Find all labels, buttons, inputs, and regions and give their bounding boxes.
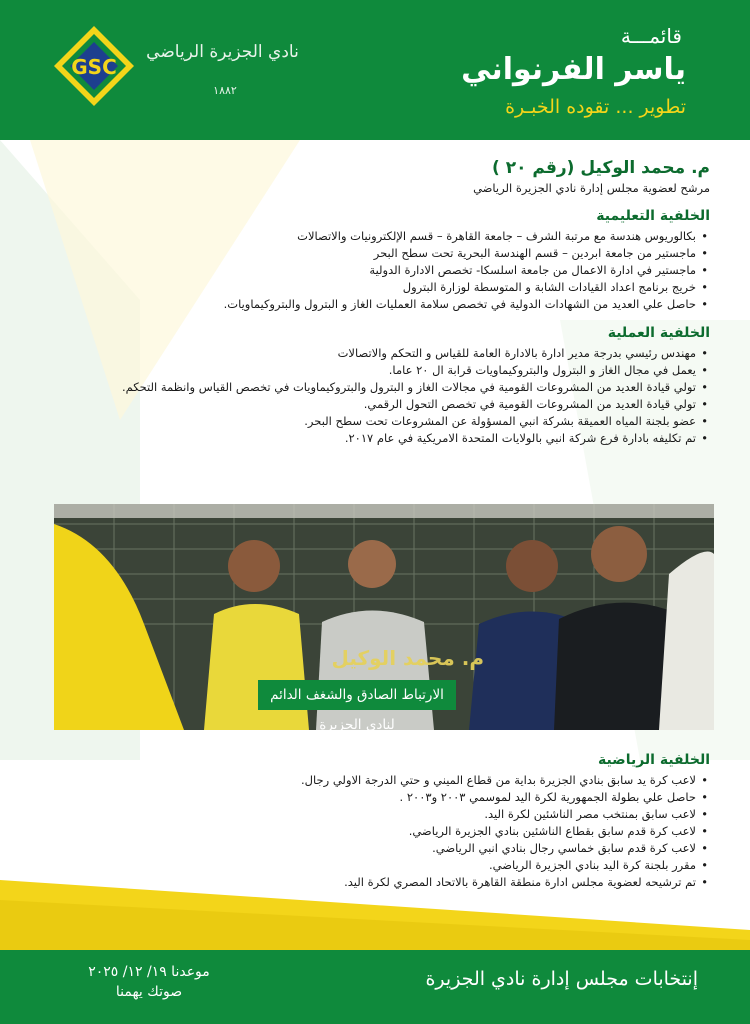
election-date: موعدنا ١٩/ ١٢/ ٢٠٢٥ <box>88 964 210 980</box>
sports-section <box>50 744 710 891</box>
sports-title: الخلفية الرياضية <box>597 752 710 768</box>
list-item: • تم ترشيحه لعضوية مجلس ادارة منطقة القاهرة بالاتحاد المصري لكرة اليد. <box>50 874 696 891</box>
list-item: • ماجستير من جامعة ابردين – قسم الهندسة البحرية تحت سطح البحر <box>50 245 696 262</box>
list-item: • ماجستير في ادارة الاعمال من جامعة اسلسكا- تخصص الادارة الدولية <box>50 262 696 279</box>
list-item: • عضو بلجنة المياه العميقة بشركة انبي المسؤولة عن المشروعات تحت سطح البحر. <box>50 413 696 430</box>
list-item: • يعمل في مجال الغاز و البترول والبتروكيماويات قرابة ال ٢٠ عاما. <box>50 362 696 379</box>
list-item: • لاعب سابق بمنتخب مصر الناشئين لكرة اليد. <box>50 806 696 823</box>
list-label: قائمـــة <box>620 24 682 48</box>
list-item: • تولي قيادة العديد من المشروعات القومية في تخصص التحول الرقمي. <box>50 396 696 413</box>
club-name: نادي الجزيرة الرياضي <box>146 42 299 62</box>
list-item: • مهندس رئيسي بدرجة مدير ادارة بالادارة العامة للقياس و التحكم والاتصالات <box>50 345 696 362</box>
list-item: • حاصل علي بطولة الجمهورية لكرة اليد لموسمي ٢٠٠٣ و٢٠٠٣ . <box>50 789 696 806</box>
list-item: • مقرر بلجنة كرة اليد بنادي الجزيرة الرياضي. <box>50 857 696 874</box>
list-leader-name: ياسر الفرنواني <box>461 52 686 87</box>
candidate-name: م. محمد الوكيل (رقم ٢٠ ) <box>492 158 710 178</box>
photo-caption-tagline: الارتباط الصادق والشغف الدائم لنادى الجزيرة <box>258 680 456 710</box>
work-list <box>50 345 710 447</box>
candidate-bio <box>50 156 710 447</box>
education-title: الخلفية التعليمية <box>596 208 710 224</box>
sports-list <box>50 772 710 891</box>
club-logo-icon <box>52 24 136 108</box>
candidate-subtitle: مرشح لعضوية مجلس إدارة نادي الجزيرة الرياضي <box>473 181 710 195</box>
list-item: • لاعب كرة قدم سابق خماسي رجال بنادي انبي الرياضي. <box>50 840 696 857</box>
education-list <box>50 228 710 313</box>
list-item: • تولي قيادة العديد من المشروعات القومية في مجالات الغاز و البترول والبتروكيماويات في تخصص القياس وانظمة التحكم. <box>50 379 696 396</box>
list-item: • خريج برنامج اعداد القيادات الشابة و المتوسطة لوزارة البترول <box>50 279 696 296</box>
list-item: • لاعب كرة قدم سابق بقطاع الناشئين بنادي الجزيرة الرياضي. <box>50 823 696 840</box>
list-item: • لاعب كرة يد سابق بنادي الجزيرة بداية من قطاع الميني و حتي الدرجة الاولي رجال. <box>50 772 696 789</box>
vote-slogan: صوتك يهمنا <box>115 984 183 1000</box>
election-title: إنتخابات مجلس إدارة نادي الجزيرة <box>425 968 698 990</box>
list-item: • تم تكليفه بادارة فرع شركة انبي بالولايات المتحدة الامريكية في عام ٢٠١٧. <box>50 430 696 447</box>
logo-text: GSC <box>71 55 117 79</box>
photo-caption-name: م. محمد الوكيل <box>331 646 484 670</box>
list-slogan: تطوير ... تقوده الخبـرة <box>505 96 686 118</box>
club-founded-year: ١٨٨٢ <box>213 84 237 97</box>
work-title: الخلفية العملية <box>607 325 710 341</box>
list-item: • بكالوريوس هندسة مع مرتبة الشرف – جامعة القاهرة – قسم الإلكترونيات والاتصالات <box>50 228 696 245</box>
list-item: • حاصل علي العديد من الشهادات الدولية في تخصص سلامة العمليات الغاز و البترول والبتروكيماويات. <box>50 296 696 313</box>
